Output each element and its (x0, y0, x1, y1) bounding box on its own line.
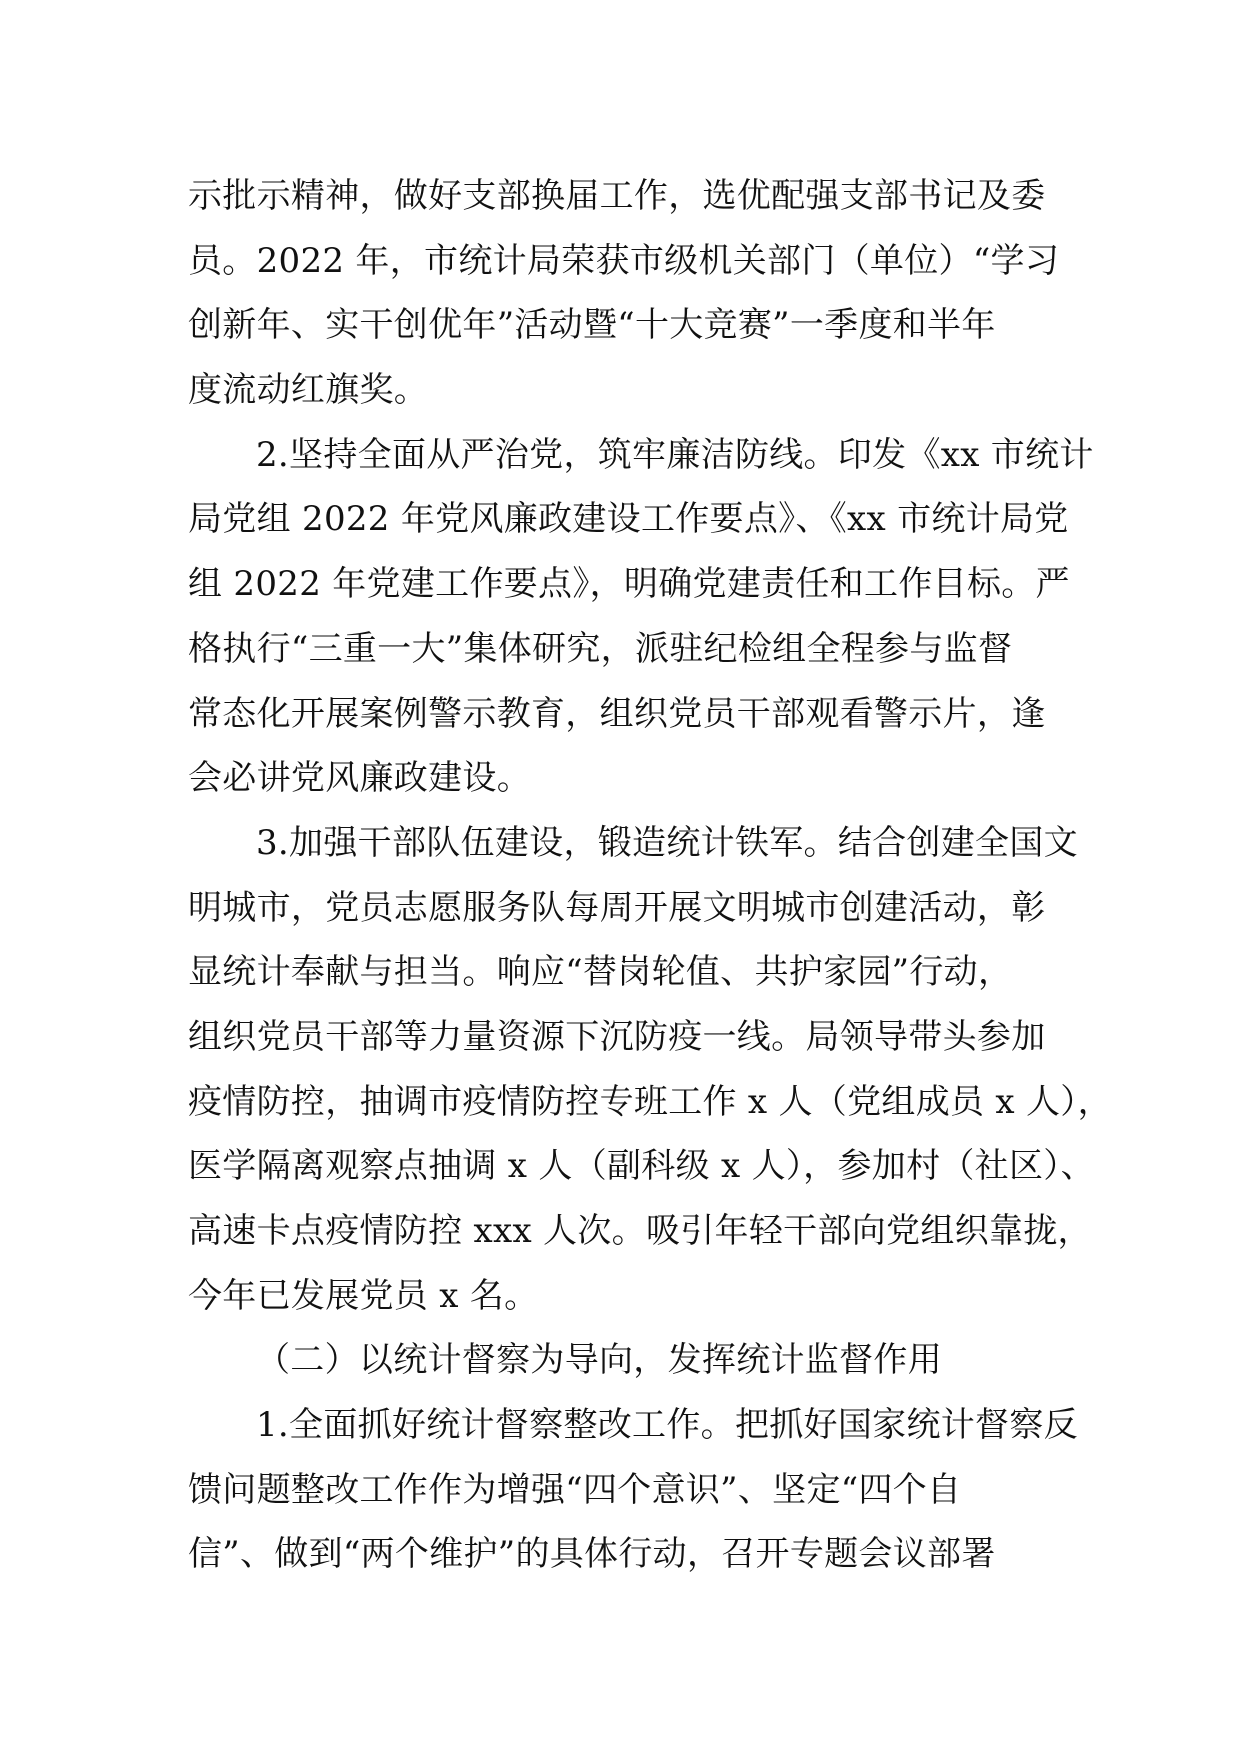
paragraph-3-start: 3.加强干部队伍建设，锻造统计铁军。结合创建全国文 (256, 822, 1078, 863)
text-line: 馈问题整改工作作为增强“四个意识”、坚定“四个自 (188, 1469, 962, 1510)
paragraph-1-start: 1.全面抓好统计督察整改工作。把抓好国家统计督察反 (256, 1405, 1078, 1446)
text-line: 明城市，党员志愿服务队每周开展文明城市创建活动，彰 (188, 887, 1046, 928)
text-line: 员。2022 年，市统计局荣获市级机关部门（单位）“学习 (188, 240, 1060, 281)
text-line: 今年已发展党员 x 名。 (188, 1275, 539, 1316)
text-line: 局党组 2022 年党风廉政建设工作要点》、《xx 市统计局党 (188, 499, 1069, 540)
section-heading: （二）以统计督察为导向，发挥统计监督作用 (256, 1340, 942, 1381)
text-line: 会必讲党风廉政建设。 (188, 758, 531, 799)
text-line: 组织党员干部等力量资源下沉防疫一线。局领导带头参加 (188, 1016, 1046, 1057)
text-line: 疫情防控，抽调市疫情防控专班工作 x 人（党组成员 x 人）， (188, 1081, 1112, 1122)
text-line: 度流动红旗奖。 (188, 370, 429, 411)
text-line: 创新年、实干创优年”活动暨“十大竞赛”一季度和半年 (188, 305, 996, 346)
text-line: 示批示精神，做好支部换届工作，选优配强支部书记及委 (188, 176, 1046, 216)
text-line: 组 2022 年党建工作要点》，明确党建责任和工作目标。严 (188, 564, 1070, 605)
text-line: 医学隔离观察点抽调 x 人（副科级 x 人），参加村（社区）、 (188, 1146, 1095, 1187)
paragraph-2-start: 2.坚持全面从严治党，筑牢廉洁防线。印发《xx 市统计 (256, 434, 1094, 475)
text-line: 格执行“三重一大”集体研究，派驻纪检组全程参与监督 (188, 628, 1013, 669)
text-line: 显统计奉献与担当。响应“替岗轮值、共护家园”行动， (188, 952, 1013, 993)
document-body (188, 164, 1112, 1587)
text-line: 高速卡点疫情防控 xxx 人次。吸引年轻干部向党组织靠拢， (188, 1211, 1092, 1251)
text-line: 信”、做到“两个维护”的具体行动，召开专题会议部署 (188, 1534, 996, 1575)
text-line: 常态化开展案例警示教育，组织党员干部观看警示片，逢 (188, 693, 1046, 734)
